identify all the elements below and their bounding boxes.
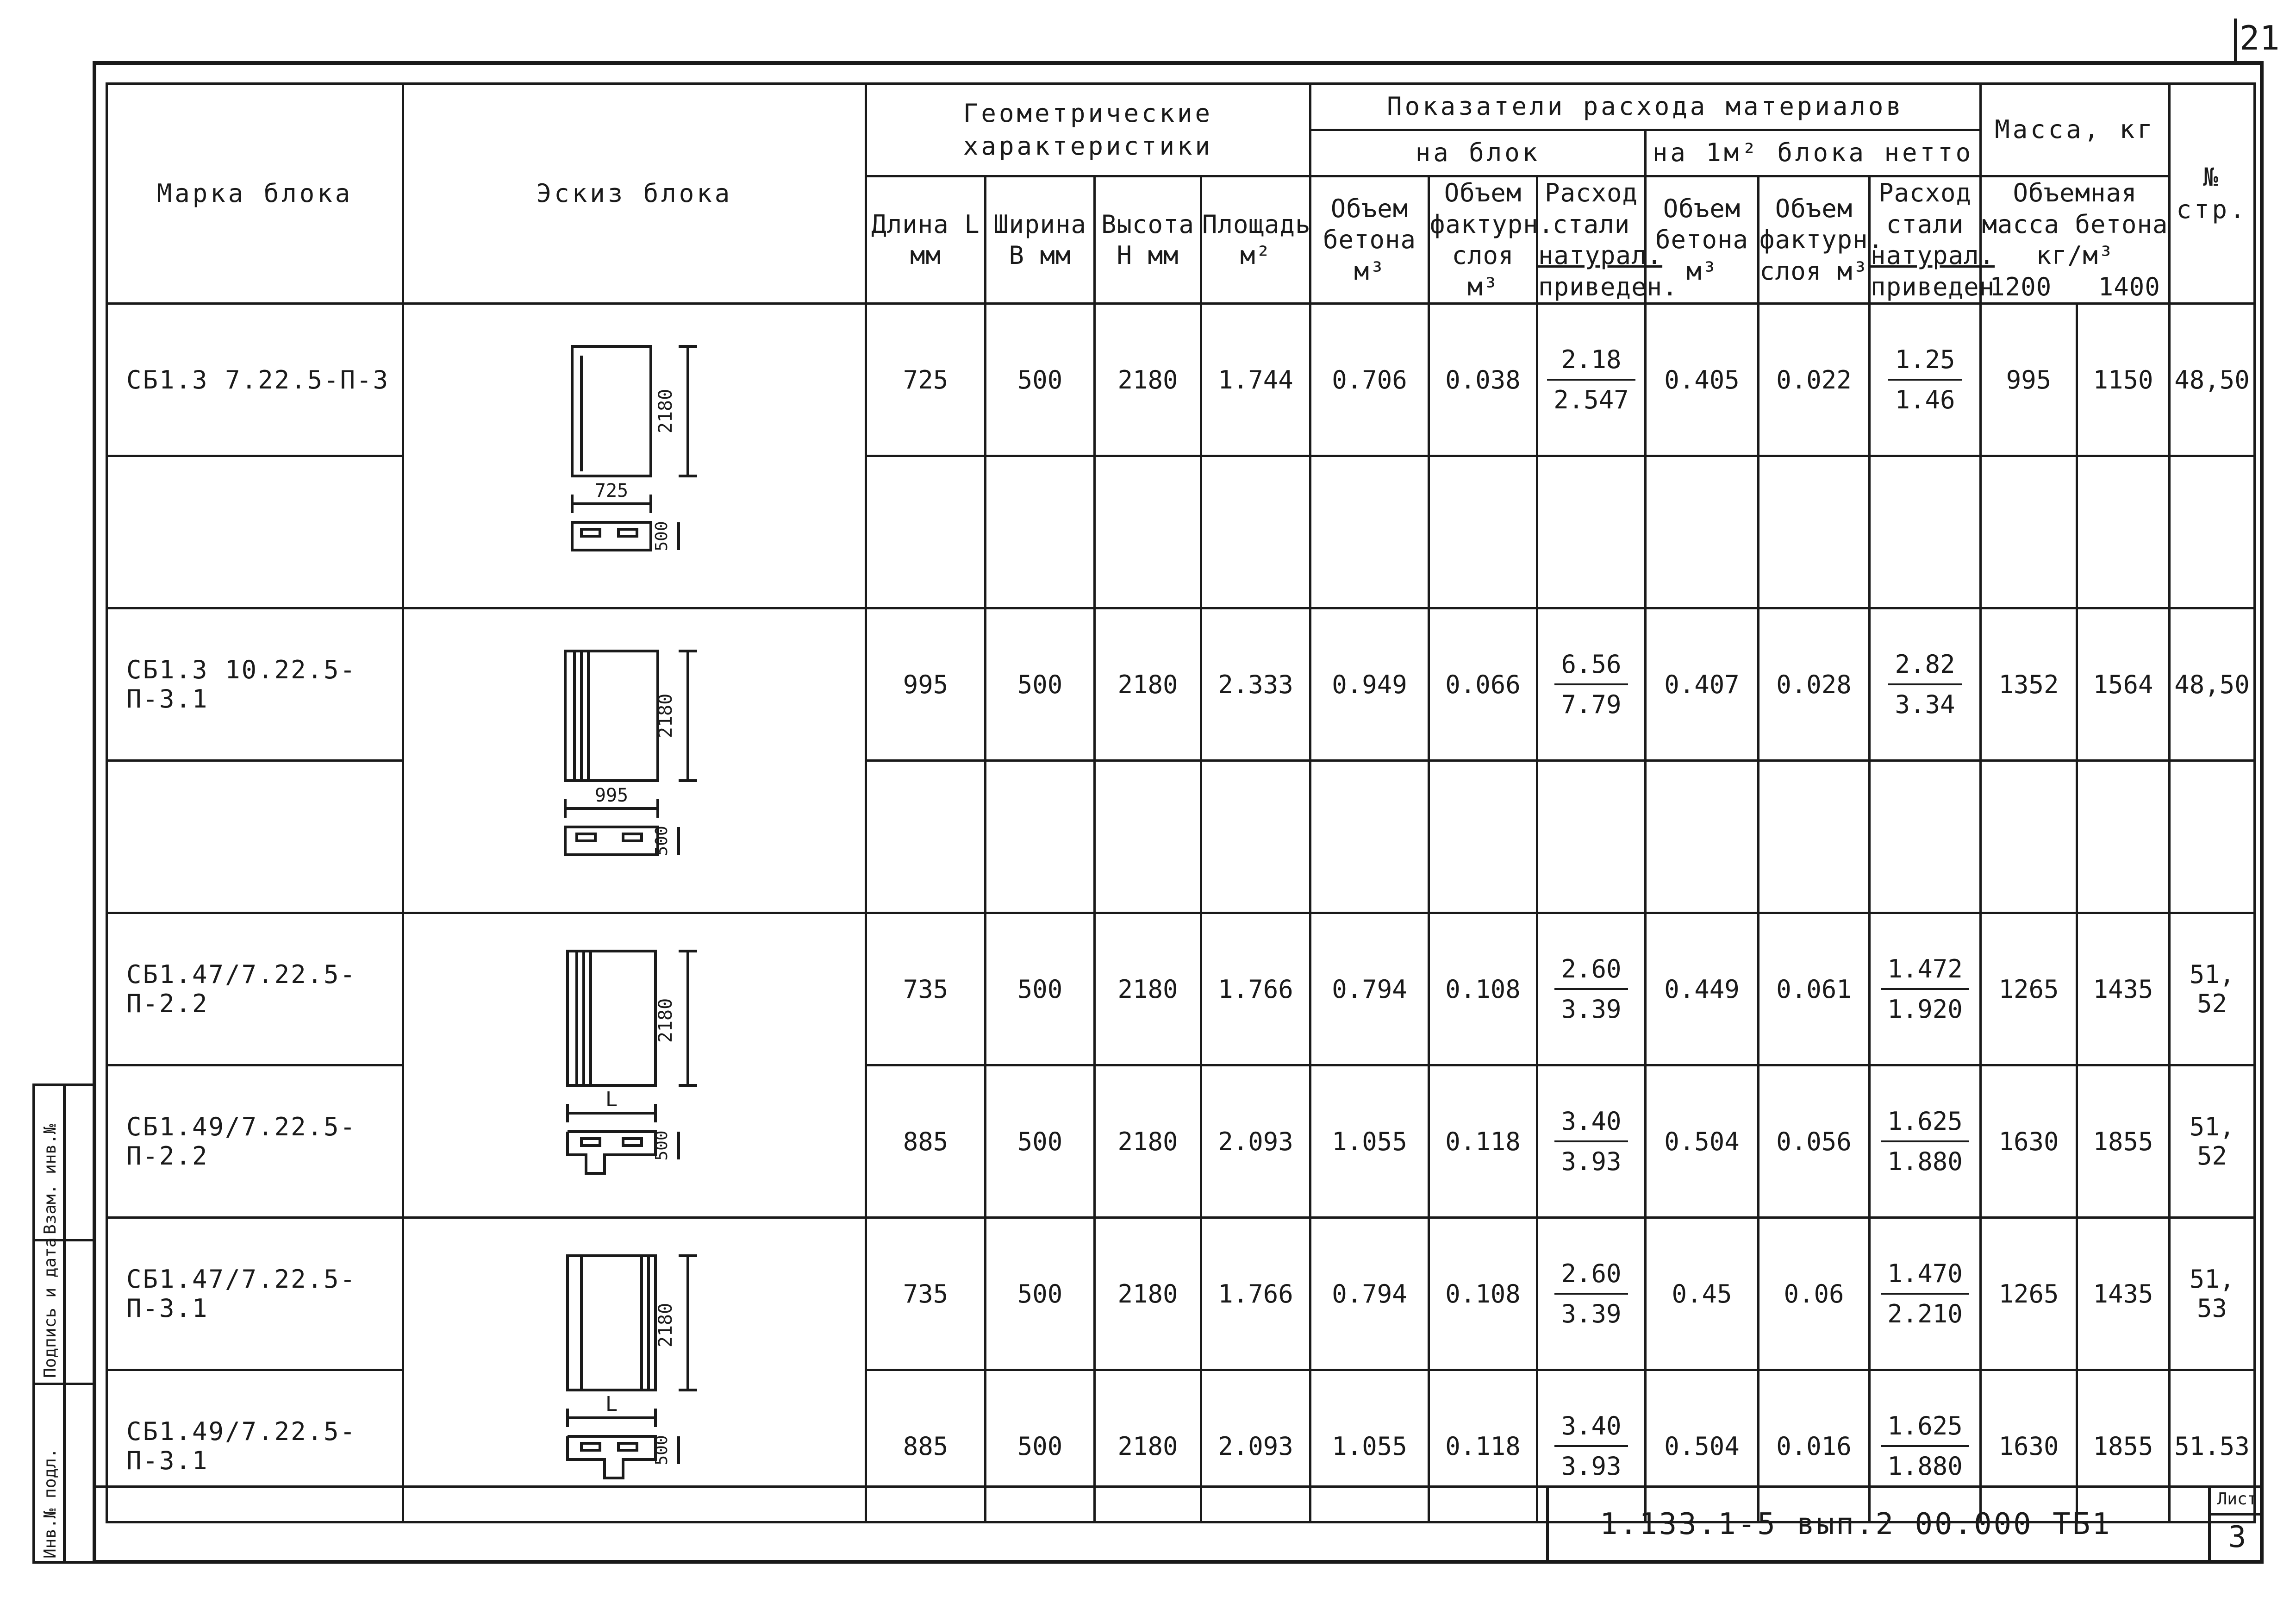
cell-width: 500 (986, 304, 1095, 456)
cell-steel-m2: $\frac{1.25}{1.46}$ (1870, 304, 1981, 456)
cell-height: 2180 (1095, 1370, 1201, 1522)
header-sketch: Эскиз блока (403, 84, 866, 304)
cell-vol-facing: 0.118 (1429, 1370, 1537, 1522)
dim-height: 2180 (655, 388, 676, 434)
cell-page: 51, 53 (2170, 1218, 2255, 1370)
dim-width: L (605, 1392, 618, 1416)
header-height: Высота H мм (1095, 176, 1201, 304)
sheet-box (2208, 1485, 2264, 1564)
table-row (107, 1218, 2255, 1370)
blocks-table (106, 82, 2256, 1523)
block-mark: СБ1.47/7.22.5-П-3.1 (107, 1218, 403, 1370)
cell-length: 735 (866, 1218, 986, 1370)
dim-depth: 500 (652, 521, 671, 551)
cell-vol-facing: 0.108 (1429, 1218, 1537, 1370)
header-steel-m2: Расход стали натурал. приведен (1870, 176, 1981, 304)
cell-length: 885 (866, 1065, 986, 1218)
cell-area: 2.093 (1201, 1370, 1310, 1522)
cell-vol-facing-m2: 0.022 (1759, 304, 1870, 456)
cell-vol-concrete-m2: 0.45 (1646, 1218, 1759, 1370)
cell-mass-1200: 1265 (1981, 913, 2077, 1065)
stamp-sign-date: Подпись и дата (41, 1237, 60, 1378)
cell-width: 500 (986, 1370, 1095, 1522)
cell-vol-concrete-m2: 0.405 (1646, 304, 1759, 456)
stamp-vzam: Взам. инв.№ (41, 1124, 60, 1234)
page-corner-number: 21 (2240, 19, 2280, 57)
cell-vol-facing: 0.066 (1429, 608, 1537, 761)
cell-vol-concrete: 0.794 (1310, 913, 1429, 1065)
header-length: Длина L мм (866, 176, 986, 304)
dim-depth: 500 (652, 1435, 671, 1465)
header-mass: Масса, кг (1981, 84, 2170, 176)
cell-height: 2180 (1095, 1065, 1201, 1218)
dim-height: 2180 (655, 693, 676, 739)
header-per-block: на блок (1310, 130, 1646, 176)
table-row (107, 913, 2255, 1065)
block-sketch-drawing (406, 609, 864, 906)
header-geometry: Геометрические характеристики (866, 84, 1310, 176)
block-mark: СБ1.3 7.22.5-П-3 (107, 304, 403, 456)
cell-steel: $\frac{2.18}{2.547}$ (1537, 304, 1646, 456)
cell-mass-1200: 1352 (1981, 608, 2077, 761)
cell-vol-facing: 0.108 (1429, 913, 1537, 1065)
cell-vol-facing: 0.038 (1429, 304, 1537, 456)
cell-area: 2.093 (1201, 1065, 1310, 1218)
block-sketch-2 (403, 608, 866, 913)
block-mark: СБ1.49/7.22.5-П-3.1 (107, 1370, 403, 1522)
cell-vol-facing-m2: 0.061 (1759, 913, 1870, 1065)
cell-vol-facing-m2: 0.056 (1759, 1065, 1870, 1218)
block-sketch-3 (403, 913, 866, 1218)
cell-length: 725 (866, 304, 986, 456)
cell-mass-1400: 1150 (2077, 304, 2170, 456)
cell-steel: $\frac{6.56}{7.79}$ (1537, 608, 1646, 761)
header-mark: Марка блока (107, 84, 403, 304)
cell-mass-1200: 1630 (1981, 1065, 2077, 1218)
dim-height: 2180 (655, 998, 676, 1043)
block-sketch-1 (403, 304, 866, 608)
cell-length: 995 (866, 608, 986, 761)
cell-mass-1400: 1564 (2077, 608, 2170, 761)
cell-steel: $\frac{2.60}{3.39}$ (1537, 1218, 1646, 1370)
block-mark: СБ1.3 10.22.5-П-3.1 (107, 608, 403, 761)
cell-vol-concrete: 0.794 (1310, 1218, 1429, 1370)
block-sketch-drawing (406, 914, 864, 1210)
cell-mass-1400: 1855 (2077, 1370, 2170, 1522)
cell-page: 48,50 (2170, 608, 2255, 761)
cell-steel: $\frac{3.40}{3.93}$ (1537, 1370, 1646, 1522)
cell-width: 500 (986, 1218, 1095, 1370)
header-vol-mass: Объемная масса бетона кг/м³ 1200 1400 (1981, 176, 2170, 304)
sheet-label: Лист (2211, 1485, 2264, 1516)
header-vol-facing: Объем фактурн. слоя м³ (1429, 176, 1537, 304)
cell-length: 735 (866, 913, 986, 1065)
cell-vol-concrete: 1.055 (1310, 1065, 1429, 1218)
cell-area: 1.766 (1201, 1218, 1310, 1370)
cell-width: 500 (986, 913, 1095, 1065)
stamp-inv-sub: Инв.№ подл. (41, 1448, 60, 1559)
cell-steel-m2: $\frac{1.470}{2.210}$ (1870, 1218, 1981, 1370)
cell-vol-facing-m2: 0.06 (1759, 1218, 1870, 1370)
cell-height: 2180 (1095, 304, 1201, 456)
header-width: Ширина B мм (986, 176, 1095, 304)
cell-mass-1400: 1855 (2077, 1065, 2170, 1218)
cell-vol-concrete-m2: 0.449 (1646, 913, 1759, 1065)
table-row (107, 608, 2255, 761)
dim-depth: 500 (652, 826, 671, 856)
block-mark: СБ1.49/7.22.5-П-2.2 (107, 1065, 403, 1218)
cell-page: 51, 52 (2170, 1065, 2255, 1218)
cell-vol-facing: 0.118 (1429, 1065, 1537, 1218)
title-block-code: 1.133.1-5 вып.2 00.000 ТБ1 (1546, 1485, 2208, 1564)
header-vol-concrete: Объем бетона м³ (1310, 176, 1429, 304)
cell-mass-1200: 1630 (1981, 1370, 2077, 1522)
cell-steel-m2: $\frac{1.625}{1.880}$ (1870, 1370, 1981, 1522)
header-page-no: № стр. (2170, 84, 2255, 304)
cell-height: 2180 (1095, 1218, 1201, 1370)
cell-area: 2.333 (1201, 608, 1310, 761)
header-vol-concrete-m2: Объем бетона м³ (1646, 176, 1759, 304)
cell-steel: $\frac{3.40}{3.93}$ (1537, 1065, 1646, 1218)
cell-vol-facing-m2: 0.016 (1759, 1370, 1870, 1522)
cell-vol-concrete: 0.949 (1310, 608, 1429, 761)
header-per-m2: на 1м² блока нетто (1646, 130, 1981, 176)
cell-vol-concrete-m2: 0.407 (1646, 608, 1759, 761)
cell-height: 2180 (1095, 608, 1201, 761)
cell-page: 48,50 (2170, 304, 2255, 456)
left-stamp-strip (32, 1083, 93, 1564)
cell-height: 2180 (1095, 913, 1201, 1065)
dim-depth: 500 (652, 1130, 671, 1161)
block-sketch-drawing (406, 1219, 864, 1515)
cell-steel-m2: $\frac{1.472}{1.920}$ (1870, 913, 1981, 1065)
cell-steel-m2: $\frac{2.82}{3.34}$ (1870, 608, 1981, 761)
cell-area: 1.744 (1201, 304, 1310, 456)
cell-mass-1200: 1265 (1981, 1218, 2077, 1370)
cell-mass-1400: 1435 (2077, 913, 2170, 1065)
cell-steel: $\frac{2.60}{3.39}$ (1537, 913, 1646, 1065)
cell-page: 51.53 (2170, 1370, 2255, 1522)
dim-height: 2180 (655, 1303, 676, 1348)
cell-vol-concrete-m2: 0.504 (1646, 1065, 1759, 1218)
cell-vol-concrete: 1.055 (1310, 1370, 1429, 1522)
cell-mass-1400: 1435 (2077, 1218, 2170, 1370)
header-steel: Расход стали натурал. приведен. (1537, 176, 1646, 304)
table-row (107, 304, 2255, 456)
header-materials: Показатели расхода материалов (1310, 84, 1981, 130)
cell-mass-1200: 995 (1981, 304, 2077, 456)
sheet-number: 3 (2228, 1520, 2246, 1554)
page-number-bar (2234, 19, 2237, 61)
cell-width: 500 (986, 608, 1095, 761)
header-area: Площадь м² (1201, 176, 1310, 304)
block-sketch-drawing (406, 305, 864, 601)
cell-page: 51, 52 (2170, 913, 2255, 1065)
header-vol-facing-m2: Объем фактурн. слоя м³ (1759, 176, 1870, 304)
cell-area: 1.766 (1201, 913, 1310, 1065)
cell-vol-facing-m2: 0.028 (1759, 608, 1870, 761)
cell-steel-m2: $\frac{1.625}{1.880}$ (1870, 1065, 1981, 1218)
dim-width: 725 (594, 480, 628, 501)
cell-vol-concrete-m2: 0.504 (1646, 1370, 1759, 1522)
cell-length: 885 (866, 1370, 986, 1522)
block-mark: СБ1.47/7.22.5-П-2.2 (107, 913, 403, 1065)
block-sketch-4 (403, 1218, 866, 1522)
dim-width: L (605, 1088, 618, 1111)
cell-width: 500 (986, 1065, 1095, 1218)
cell-vol-concrete: 0.706 (1310, 304, 1429, 456)
dim-width: 995 (594, 785, 628, 806)
